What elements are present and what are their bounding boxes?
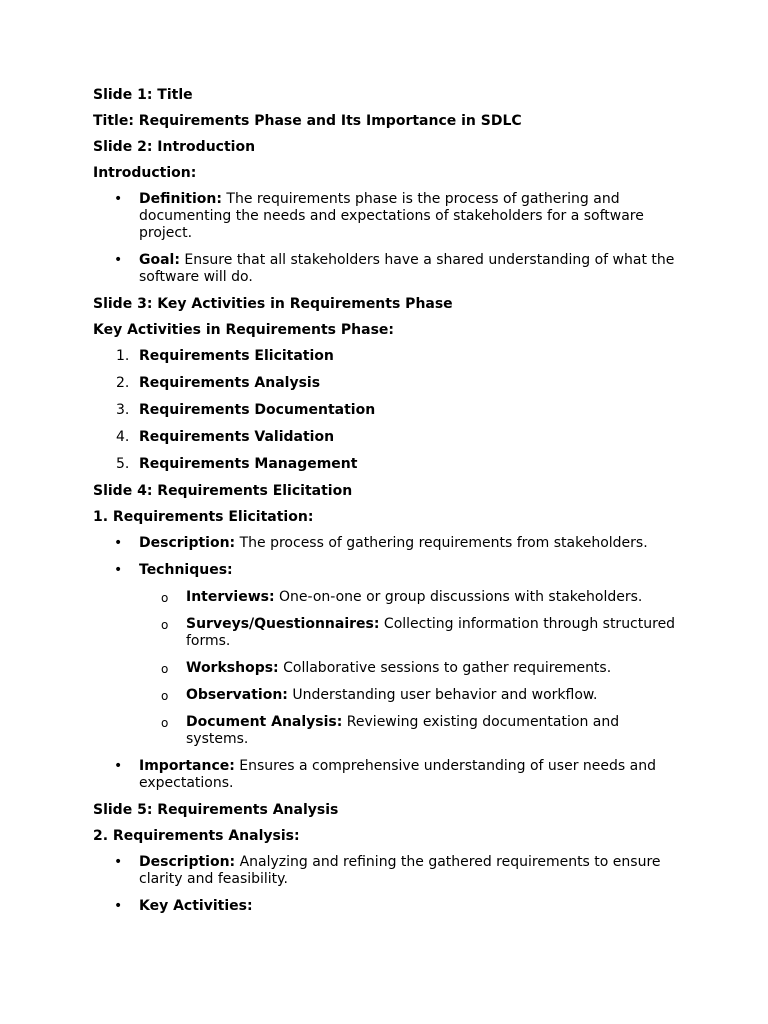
slide2-heading: Slide 2: Introduction — [93, 139, 256, 155]
item-text: Requirements Documentation — [139, 402, 376, 418]
bullet-marker: • — [114, 562, 123, 578]
sublist-item-document-analysis — [93, 714, 678, 748]
item-text: Requirements Validation — [139, 429, 335, 445]
item-number: 5. — [116, 456, 130, 472]
slide3-subheading: Key Activities in Requirements Phase: — [93, 322, 394, 338]
circle-marker: o — [161, 662, 169, 676]
circle-marker: o — [161, 618, 169, 632]
numbered-item — [93, 429, 678, 446]
list-item-techniques — [93, 562, 678, 579]
list-item-definition — [93, 191, 678, 242]
bullet-marker: • — [114, 898, 123, 914]
numbered-item — [93, 348, 678, 365]
sublist-item-interviews — [93, 589, 678, 606]
bullet-marker: • — [114, 252, 123, 268]
list-item-goal — [93, 252, 678, 286]
bullet-marker: • — [114, 758, 123, 774]
technique-text: Collaborative sessions to gather requirements. — [278, 660, 612, 676]
description-label: Description: — [139, 535, 236, 551]
key-activities-label: Key Activities: — [139, 898, 253, 914]
item-text: Requirements Elicitation — [139, 348, 334, 364]
circle-marker: o — [161, 591, 169, 605]
numbered-item — [93, 402, 678, 419]
circle-marker: o — [161, 716, 169, 730]
slide4-heading: Slide 4: Requirements Elicitation — [93, 483, 353, 499]
definition-text: The requirements phase is the process of gathering and documenting the needs and expectations of stakeholders for a software project. — [139, 191, 644, 241]
technique-text: Collecting information through structured forms. — [186, 616, 676, 649]
sublist-item-observation — [93, 687, 678, 704]
sublist-item-surveys — [93, 616, 678, 650]
slide2-subheading: Introduction: — [93, 165, 197, 181]
technique-label: Observation: — [186, 687, 288, 703]
sublist-item-workshops — [93, 660, 678, 677]
technique-label: Workshops: — [186, 660, 279, 676]
slide1-heading: Slide 1: Title — [93, 87, 193, 103]
definition-label: Definition: — [139, 191, 222, 207]
technique-label: Document Analysis: — [186, 714, 343, 730]
description-text: Analyzing and refining the gathered requirements to ensure clarity and feasibility. — [139, 854, 661, 887]
technique-label: Surveys/Questionnaires: — [186, 616, 380, 632]
description-text: The process of gathering requirements from stakeholders. — [235, 535, 648, 551]
item-number: 1. — [116, 348, 130, 364]
item-number: 3. — [116, 402, 130, 418]
slide4-subheading: 1. Requirements Elicitation: — [93, 509, 314, 525]
slide1-title-line: Title: Requirements Phase and Its Importance in SDLC — [93, 113, 522, 129]
technique-text: One-on-one or group discussions with stakeholders. — [274, 589, 643, 605]
bullet-marker: • — [114, 535, 123, 551]
item-text: Requirements Analysis — [139, 375, 321, 391]
list-item-analysis-description — [93, 854, 678, 888]
circle-marker: o — [161, 689, 169, 703]
numbered-item — [93, 375, 678, 392]
technique-text: Reviewing existing documentation and systems. — [186, 714, 620, 747]
importance-label: Importance: — [139, 758, 235, 774]
description-label: Description: — [139, 854, 236, 870]
goal-label: Goal: — [139, 252, 180, 268]
slide5-heading: Slide 5: Requirements Analysis — [93, 802, 339, 818]
goal-text: Ensure that all stakeholders have a shared understanding of what the software will do. — [139, 252, 675, 285]
slide3-heading: Slide 3: Key Activities in Requirements Phase — [93, 296, 453, 312]
document-body — [93, 87, 678, 925]
list-item-description — [93, 535, 678, 552]
numbered-item — [93, 456, 678, 473]
technique-text: Understanding user behavior and workflow. — [287, 687, 598, 703]
bullet-marker: • — [114, 191, 123, 207]
list-item-importance — [93, 758, 678, 792]
slide5-subheading: 2. Requirements Analysis: — [93, 828, 300, 844]
item-text: Requirements Management — [139, 456, 358, 472]
item-number: 4. — [116, 429, 130, 445]
bullet-marker: • — [114, 854, 123, 870]
item-number: 2. — [116, 375, 130, 391]
list-item-key-activities — [93, 898, 678, 915]
importance-text: Ensures a comprehensive understanding of user needs and expectations. — [139, 758, 656, 791]
techniques-label: Techniques: — [139, 562, 233, 578]
technique-label: Interviews: — [186, 589, 275, 605]
